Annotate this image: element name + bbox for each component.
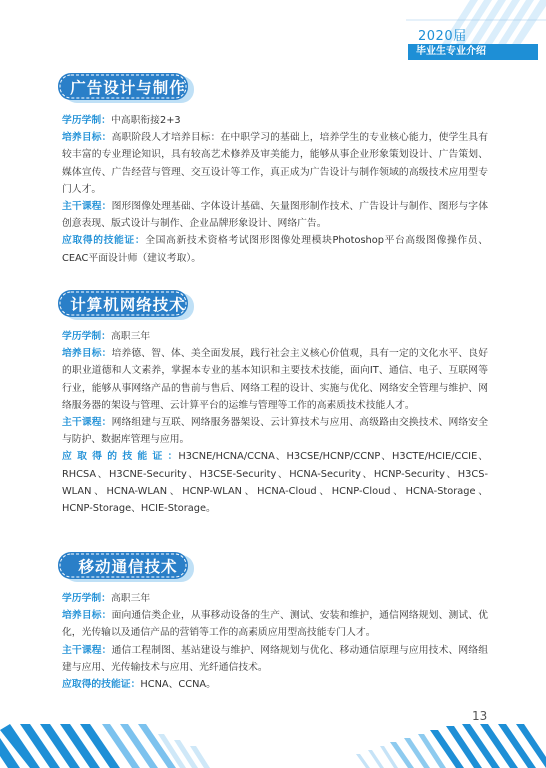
field-value: 面向通信类企业，从事移动设备的生产、测试、安装和维护，通信网络规划、测试、优化，光传输以及通信产品的营销等工作的高素质应用型高技能专门人才。 bbox=[62, 610, 489, 639]
field-value: 网络组建与互联、网络服务器架设、云计算技术与应用、高级路由交换技术、网络安全与防护、数据库管理与应用。 bbox=[62, 417, 489, 446]
field-value: 高职三年 bbox=[110, 331, 151, 342]
header-subtitle: 毕业生专业介绍 bbox=[408, 44, 538, 60]
footer-stripe-art bbox=[0, 724, 546, 768]
field-value: H3CNE/HCNA/CCNA、H3CSE/HCNP/CCNP、H3CTE/HCIE/CCIE、RHCSA、H3CNE-Security、H3CSE-Security、HCNA-Security、HCNP-Security、H3CS-WLAN、HCNA-WLAN、HCNP-WLAN、HCNA-Cloud、HCNP-Cloud、HCNA-Storage、HCNP-Storage、HCIE-Storage。 bbox=[62, 451, 488, 515]
info-row bbox=[62, 642, 488, 676]
header-year: 2020届 bbox=[418, 29, 467, 44]
field-label: 应取得的技能证： bbox=[62, 679, 141, 691]
field-label: 应取得的技能证： bbox=[62, 235, 146, 247]
field-label: 培养目标： bbox=[62, 132, 112, 144]
info-row bbox=[62, 112, 488, 129]
section-badge-ad-design bbox=[58, 73, 198, 105]
info-row bbox=[62, 676, 488, 693]
info-row bbox=[62, 129, 488, 198]
section-title: 移动通信技术 bbox=[78, 558, 178, 576]
field-label: 应 取 得 的 技 能 证 ： bbox=[62, 451, 179, 463]
field-value: 高职三年 bbox=[110, 593, 151, 604]
section-body-mobile-comm bbox=[62, 590, 488, 693]
field-label: 学历学制： bbox=[62, 331, 111, 342]
field-label: 主干课程： bbox=[62, 201, 112, 213]
section-title: 广告设计与制作 bbox=[70, 79, 186, 97]
info-row bbox=[62, 448, 488, 517]
field-label: 主干课程： bbox=[62, 417, 112, 429]
section-body-ad-design bbox=[62, 112, 488, 267]
field-label: 培养目标： bbox=[62, 610, 112, 622]
field-value: HCNA、CCNA。 bbox=[140, 679, 216, 691]
section-badge-network-tech bbox=[58, 290, 198, 322]
field-value: 通信工程制图、基站建设与维护、网络规划与优化、移动通信原理与应用技术、网络组建与应用、光传输技术与应用、光纤通信技术。 bbox=[62, 644, 489, 673]
field-value: 培养德、智、体、美全面发展，践行社会主义核心价值观，具有一定的文化水平、良好的职业道德和人文素养，掌握本专业的基本知识和主要技术技能，面向IT、通信、电子、互联网等行业，能够从事网络产品的售前与售后、网络工程的设计、实施与优化、网络安全管理与维护、网络服务器的架设与管理、云计算平台的运维与管理等工作的高素质技术技能人才。 bbox=[62, 348, 489, 411]
info-row bbox=[62, 198, 488, 232]
field-label: 学历学制： bbox=[62, 115, 111, 126]
section-title: 计算机网络技术 bbox=[70, 296, 186, 314]
field-label: 培养目标： bbox=[62, 348, 112, 360]
info-row bbox=[62, 590, 488, 607]
page-number: 13 bbox=[472, 709, 488, 723]
info-row bbox=[62, 414, 488, 448]
info-row bbox=[62, 345, 488, 414]
field-value: 图形图像处理基础、字体设计基础、矢量图形制作技术、广告设计与制作、图形与字体创意表现、版式设计与制作、企业品牌形象设计、网络广告。 bbox=[62, 201, 489, 230]
section-badge-mobile-comm bbox=[58, 552, 198, 584]
info-row bbox=[62, 328, 488, 345]
section-body-network-tech bbox=[62, 328, 488, 517]
info-row bbox=[62, 232, 488, 266]
field-value: 中高职衔接2+3 bbox=[110, 115, 181, 126]
field-label: 学历学制： bbox=[62, 593, 111, 604]
field-label: 主干课程： bbox=[62, 644, 112, 656]
field-value: 高职阶段人才培养目标：在中职学习的基础上，培养学生的专业核心能力，使学生具有较丰富的专业理论知识，具有较高艺术修养及审美能力，能够从事企业形象策划设计、广告策划、媒体宣传、广告经营与管理、交互设计等工作，真正成为广告设计与制作领域的高级技术应用型专门人才。 bbox=[62, 132, 489, 195]
field-value: 全国高新技术资格考试图形图像处理模块Photoshop平台高级图像操作员、CEAC平面设计师（建议考取）。 bbox=[62, 235, 488, 264]
info-row bbox=[62, 607, 488, 641]
